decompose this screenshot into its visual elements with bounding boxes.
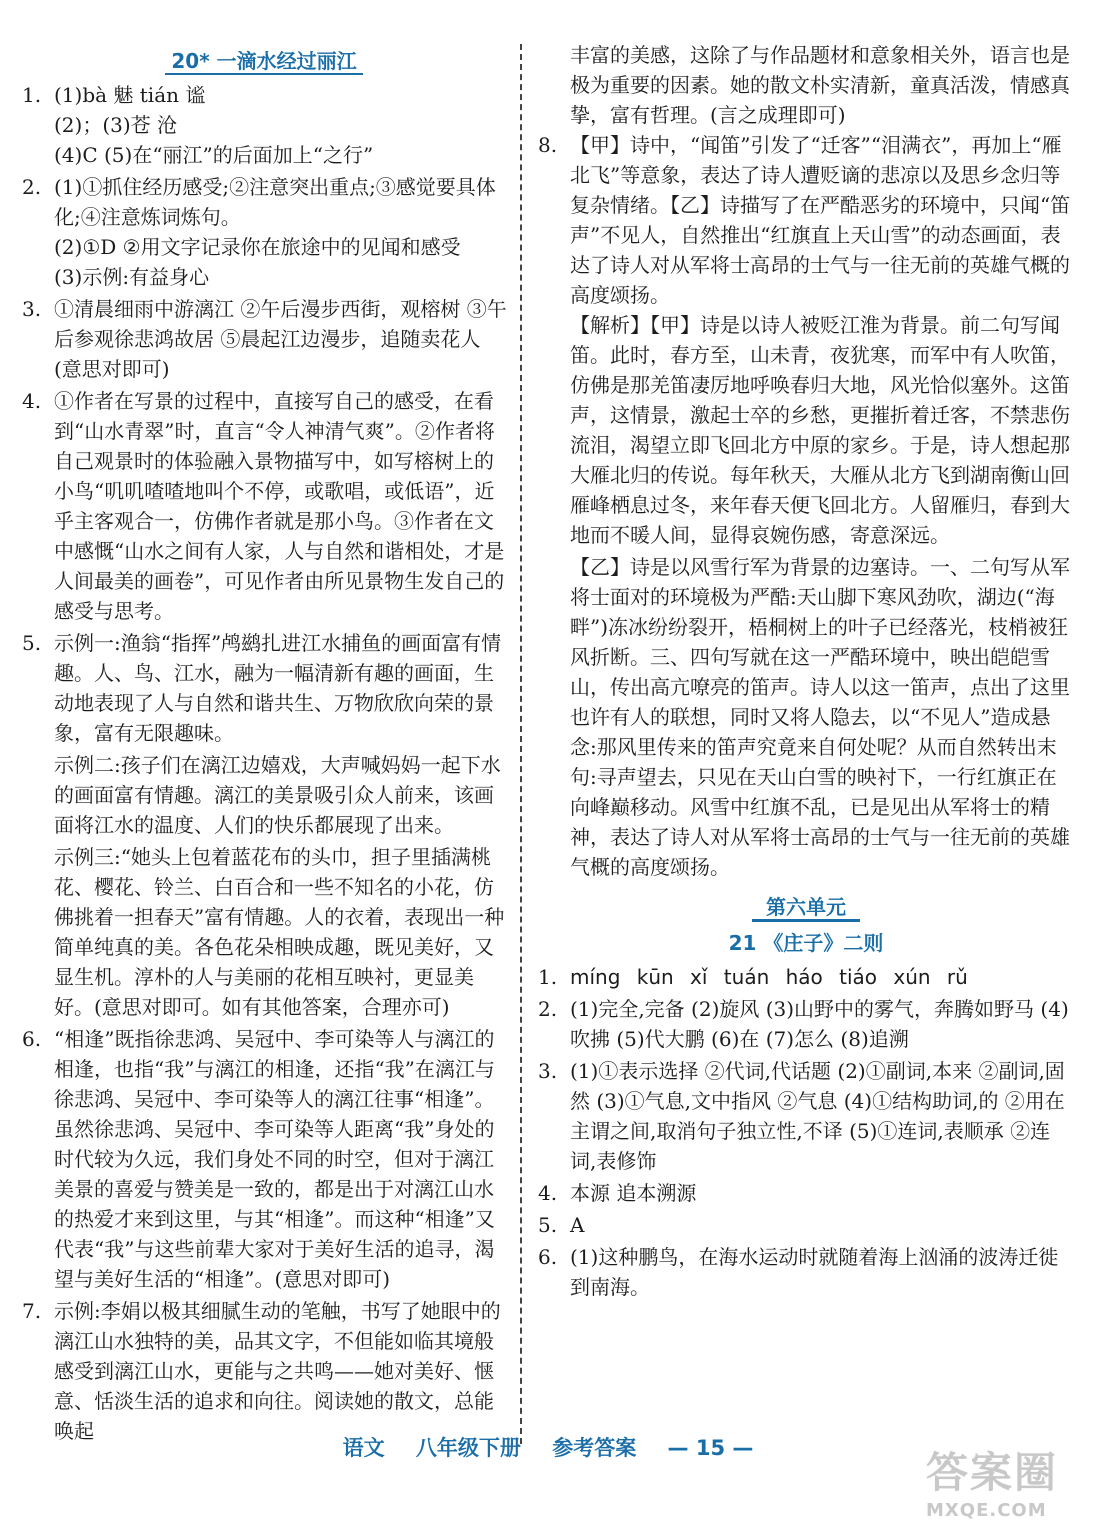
column-divider xyxy=(520,44,522,1444)
unit-title: 第六单元 xyxy=(536,892,1076,922)
question-7: 7. 示例:李娟以极其细腻生动的笔触，书写了她眼中的漓江山水独特的美，品其文字，不但能如临其境般感受到漓江山水，更能与之共鸣——她对美好、惬意、恬淡生活的追求和向往。阅读她的散文，总能唤起 xyxy=(22,1299,501,1443)
question-21-3: 3. (1)①表示选择 ②代词,代话题 (2)①副词,本来 ②副词,固然 (3)①气息,文中指风 ②气息 (4)①结构助词,的 ②用在主谓之间,取消句子独立性,不译 (5)①连词,表顺承 ②连词,表修饰 xyxy=(538,1059,1065,1173)
analysis-jia: 【解析】【甲】诗是以诗人被贬江淮为背景。前二句写闻笛。此时，春方至，山未青，夜犹寒，而军中有人吹笛，仿佛是那羌笛凄厉地呼唤春归大地，风光恰似塞外。这笛声，这情景，激起士卒的乡愁，更摧折着迁客，不禁悲伤流泪，渴望立即飞回北方中原的家乡。于是，诗人想起那大雁北归的传说。每年秋天，大雁从北方飞到湖南衡山回雁峰栖息过冬，来年春天便飞回北方。人留雁归，春到大地而不暖人间，显得哀婉伤感，寄意深远。 xyxy=(570,313,1070,547)
question-3: 3. ①清晨细雨中游漓江 ②午后漫步西街，观榕树 ③午后参观徐悲鸿故居 ⑤晨起江边漫步，追随卖花人(意思对即可) xyxy=(22,297,507,381)
question-5: 5. 示例一:渔翁“指挥”鸬鹚扎进江水捕鱼的画面富有情趣。人、鸟、江水，融为一幅清新有趣的画面，生动地表现了人与自然和谐共生、万物欣欣向荣的景象，富有无限趣味。 示例二:孩子们在漓江边嬉戏，大声喊妈妈一起下水的画面富有情趣。漓江的美景吸引众人前来，该画面将江水的温度、人们的快乐都展现了出来。 示例三:“她头上包着蓝花布的头巾，担子里插满桃花、樱花、铃兰、白百合和一些不知名的小花，仿佛挑着一担春天”富有情趣。人的衣着，表现出一种简单纯真的美。各色花朵相映成趣，既见美好，又显生机。淳朴的人与美丽的花相互映衬，更显美好。(意思对即可。如有其他答案，合理亦可) xyxy=(22,631,505,1019)
question-4: 4. ①作者在写景的过程中，直接写自己的感受，在看到“山水青翠”时，直言“令人神清气爽”。②作者将自己观景时的体验融入景物描写中，如写榕树上的小鸟“叽叽喳喳地叫个不停，或歌唱，或低语”，近乎主客观合一，仿佛作者就是那小鸟。③作者在文中感慨“山水之间有人家，人与自然和谐相处，才是人间最美的画卷”，可见作者由所见景物生发自己的感受与思考。 xyxy=(22,389,505,623)
question-2: 2. (1)①抓住经历感受;②注意突出重点;③感觉要具体化;④注意炼词炼句。 (2)①D ②用文字记录你在旅途中的见闻和感受 (3)示例:有益身心 xyxy=(22,175,496,289)
question-6: 6. “相逢”既指徐悲鸿、吴冠中、李可染等人与漓江的相逢，也指“我”与漓江的相逢，还指“我”在漓江与徐悲鸿、吴冠中、李可染等人的漓江往事“相逢”。虽然徐悲鸿、吴冠中、李可染等人距离“我”身处的时代较为久远，我们身处不同的时空，但对于漓江美景的喜爱与赞美是一致的，都是出于对漓江山水的热爱才来到这里，与其“相逢”。而这种“相逢”又代表“我”与这些前辈大家对于美好生活的追寻，渴望与美好生活的“相逢”。(意思对即可) xyxy=(22,1027,495,1291)
question-8: 8. 【甲】诗中，“闻笛”引发了“迁客”“泪满衣”，再加上“雁北飞”等意象，表达了诗人遭贬谪的悲凉以及思乡念归等复杂情绪。【乙】诗描写了在严酷恶劣的环境中，只闻“笛声”不见人，自然推出“红旗直上天山雪”的动态画面，表达了诗人对从军将士高昂的士气与一往无前的英雄气概的高度颂扬。 【解析】【甲】诗是以诗人被贬江淮为背景。前二句写闻笛。此时，春方至，山未青，夜犹寒，而军中有人吹笛，仿佛是那羌笛凄厉地呼唤春归大地，风光恰似塞外。这笛声，这情景，激起士卒的乡愁，更摧折着迁客，不禁悲伤流泪，渴望立即飞回北方中原的家乡。于是，诗人想起那大雁北归的传说。每年秋天，大雁从北方飞到湖南衡山回雁峰栖息过冬，来年春天便飞回北方。人留雁归，春到大地而不暖人间，显得哀婉伤感，寄意深远。 【乙】诗是以风雪行军为背景的边塞诗。一、二句写从军将士面对的环境极为严酷:天山脚下寒风劲吹，湖边(“海畔”)冻冰纷纷裂开，梧桐树上的叶子已经落光，枝梢被狂风折断。三、四句写就在这一严酷环境中，映出皑皑雪山，传出高亢嘹亮的笛声。诗人以这一笛声，点出了这里也许有人的联想，同时又将人隐去，以“不见人”造成悬念:那风里传来的笛声究竟来自何处呢？从而自然转出末句:寻声望去，只见在天山白雪的映衬下，一行红旗正在向峰巅移动。风雪中红旗不乱，已是见出从军将士的精神，表达了诗人对从军将士高昂的士气与一往无前的英雄气概的高度颂扬。 xyxy=(536,130,1076,882)
question-21-4: 4. 本源 追本溯源 xyxy=(538,1181,697,1205)
question-21-6: 6. (1)这种鹏鸟，在海水运动时就随着海上汹涌的波涛迁徙到南海。 xyxy=(538,1245,1059,1299)
footer-grade: 八年级下册 xyxy=(415,1436,521,1460)
question-1: 1. (1)bà 魅 tián 谧 (2)；(3)苍 沧 (4)C (5)在“丽江”的后面加上“之行” xyxy=(22,83,374,167)
question-21-2: 2. (1)完全,完备 (2)旋风 (3)山野中的雾气，奔腾如野马 (4)吹拂 (5)代大鹏 (6)在 (7)怎么 (8)追溯 xyxy=(538,997,1069,1051)
section-title-20: 20* 一滴水经过丽江 xyxy=(20,46,508,76)
section-title-21: 21 《庄子》二则 xyxy=(728,931,884,955)
footer-label: 参考答案 xyxy=(552,1436,637,1460)
right-column xyxy=(536,40,1076,1304)
question-21-5: 5. A xyxy=(538,1213,585,1237)
analysis-yi: 【乙】诗是以风雪行军为背景的边塞诗。一、二句写从军将士面对的环境极为严酷:天山脚下寒风劲吹，湖边(“海畔”)冻冰纷纷裂开，梧桐树上的叶子已经落光，枝梢被狂风折断。三、四句写就在这一严酷环境中，映出皑皑雪山，传出高亢嘹亮的笛声。诗人以这一笛声，点出了这里也许有人的联想，同时又将人隐去，以“不见人”造成悬念:那风里传来的笛声究竟来自何处呢？从而自然转出末句:寻声望去，只见在天山白雪的映衬下，一行红旗正在向峰巅移动。风雪中红旗不乱，已是见出从军将士的精神，表达了诗人对从军将士高昂的士气与一往无前的英雄气概的高度颂扬。 xyxy=(570,555,1070,879)
watermark-logo: 答案圈 MXQE.COM xyxy=(926,1448,1059,1521)
left-column xyxy=(20,40,508,1448)
question-7-continued: 丰富的美感，这除了与作品题材和意象相关外，语言也是极为重要的因素。她的散文朴实清新，童真活泼，情感真挚，富有哲理。(言之成理即可) xyxy=(570,43,1070,127)
footer-page-number: — 15 — xyxy=(667,1436,754,1460)
question-21-1: 1. míng kūn xǐ tuán háo tiáo xún rǔ xyxy=(538,965,968,989)
footer-subject: 语文 xyxy=(342,1436,385,1460)
